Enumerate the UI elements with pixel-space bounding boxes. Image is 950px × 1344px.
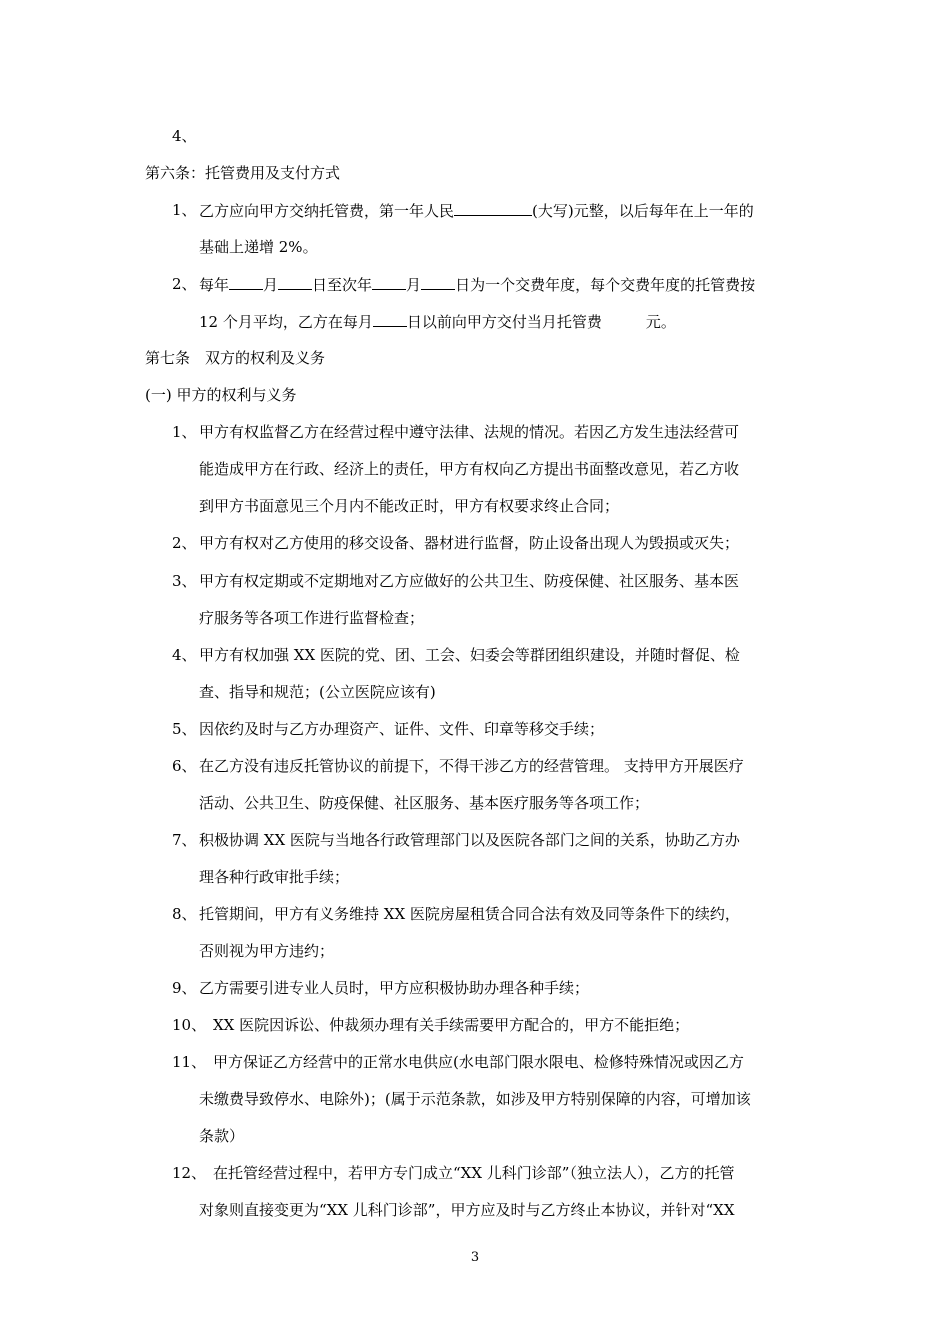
day-blank[interactable]: [421, 274, 455, 290]
fee-clause-text-b: (大写)元整，以后每年在上一年的: [532, 202, 754, 220]
clause-text: 因依约及时与乙方办理资产、证件、文件、印章等移交手续；: [199, 720, 605, 738]
list-number: 5、: [172, 720, 197, 738]
list-number: 9、: [172, 979, 197, 997]
list-number: 10、: [172, 1016, 207, 1034]
clause-text: 甲方有权定期或不定期地对乙方应做好的公共卫生、防疫保健、社区服务、基本医: [199, 572, 740, 590]
clause-text: XX 医院因诉讼、仲裁须办理有关手续需要甲方配合的，甲方不能拒绝；: [213, 1016, 690, 1034]
fee-year-text-c: 日至次年: [312, 276, 373, 294]
section-1-title: (一) 甲方的权利与义务: [145, 386, 297, 404]
clause-text: 到甲方书面意见三个月内不能改正时，甲方有权要求终止合同；: [199, 497, 620, 515]
month-blank[interactable]: [372, 274, 406, 290]
clause-text: 甲方有权加强 XX 医院的党、团、工会、妇委会等群团组织建设，并随时督促、检: [199, 646, 740, 664]
fee-year-text-f: 12 个月平均，乙方在每月: [199, 313, 373, 331]
page-number: 3: [470, 1250, 480, 1265]
month-blank[interactable]: [229, 274, 263, 290]
fee-clause-line-2: 基础上递增 2%。: [199, 238, 318, 256]
clause-text: 理各种行政审批手续；: [199, 868, 350, 886]
list-number: 12、: [172, 1164, 207, 1182]
day-blank[interactable]: [278, 274, 312, 290]
clause-text: 活动、公共卫生、防疫保健、社区服务、基本医疗服务等各项工作；: [199, 794, 650, 812]
list-number: 2、: [172, 534, 197, 552]
fee-year-clause-line-2: [199, 311, 676, 332]
fee-clause-line-1: [199, 200, 754, 221]
list-number: 1、: [172, 201, 197, 219]
list-number: 4、: [172, 646, 197, 664]
clause-text: 在乙方没有违反托管协议的前提下，不得干涉乙方的经营管理。 支持甲方开展医疗: [199, 757, 744, 775]
clause-text: 条款）: [199, 1127, 245, 1145]
fee-year-text-g: 日以前向甲方交付当月托管费: [406, 313, 602, 331]
amount-blank[interactable]: [454, 200, 532, 216]
fee-year-text-b: 月: [263, 276, 279, 294]
fee-year-text-e: 日为一个交费年度，每个交费年度的托管费按: [455, 276, 756, 294]
day-blank[interactable]: [373, 311, 407, 327]
list-number: 7、: [172, 831, 197, 849]
article-6-title: 第六条：托管费用及支付方式: [145, 164, 341, 182]
list-number: 1、: [172, 423, 197, 441]
clause-text: 未缴费导致停水、电除外)；(属于示范条款，如涉及甲方特别保障的内容，可增加该: [199, 1090, 751, 1108]
list-number: 2、: [172, 275, 197, 293]
list-number: 8、: [172, 905, 197, 923]
clause-text: 在托管经营过程中，若甲方专门成立“XX 儿科门诊部”（独立法人），乙方的托管: [213, 1164, 735, 1182]
fee-year-clause-line-1: [199, 274, 755, 295]
clause-text: 甲方保证乙方经营中的正常水电供应(水电部门限水限电、检修特殊情况或因乙方: [213, 1053, 744, 1071]
clause-text: 疗服务等各项工作进行监督检查；: [199, 609, 425, 627]
fee-year-text-a: 每年: [199, 276, 230, 294]
clause-text: 甲方有权对乙方使用的移交设备、器材进行监督，防止设备出现人为毁损或灭失；: [199, 534, 740, 552]
clause-text: 托管期间，甲方有义务维持 XX 医院房屋租赁合同合法有效及同等条件下的续约，: [199, 905, 740, 923]
clause-text: 对象则直接变更为“XX 儿科门诊部”，甲方应及时与乙方终止本协议，并针对“XX: [199, 1201, 735, 1219]
list-number: 3、: [172, 572, 197, 590]
clause-text: 积极协调 XX 医院与当地各行政管理部门以及医院各部门之间的关系，协助乙方办: [199, 831, 740, 849]
fee-year-text-d: 月: [406, 276, 422, 294]
clause-text: 否则视为甲方违约；: [199, 942, 335, 960]
clause-text: 查、指导和规范；(公立医院应该有): [199, 683, 436, 701]
clause-text: 乙方需要引进专业人员时，甲方应积极协助办理各种手续；: [199, 979, 590, 997]
article-7-title: 第七条 双方的权利及义务: [145, 349, 326, 367]
list-number: 6、: [172, 757, 197, 775]
fee-clause-text-a: 乙方应向甲方交纳托管费，第一年人民: [199, 202, 455, 220]
list-number: 4、: [172, 127, 197, 145]
clause-text: 能造成甲方在行政、经济上的责任，甲方有权向乙方提出书面整改意见，若乙方收: [199, 460, 740, 478]
fee-year-text-h: 元。: [645, 313, 676, 331]
clause-text: 甲方有权监督乙方在经营过程中遵守法律、法规的情况。若因乙方发生违法经营可: [199, 423, 740, 441]
list-number: 11、: [172, 1053, 207, 1071]
